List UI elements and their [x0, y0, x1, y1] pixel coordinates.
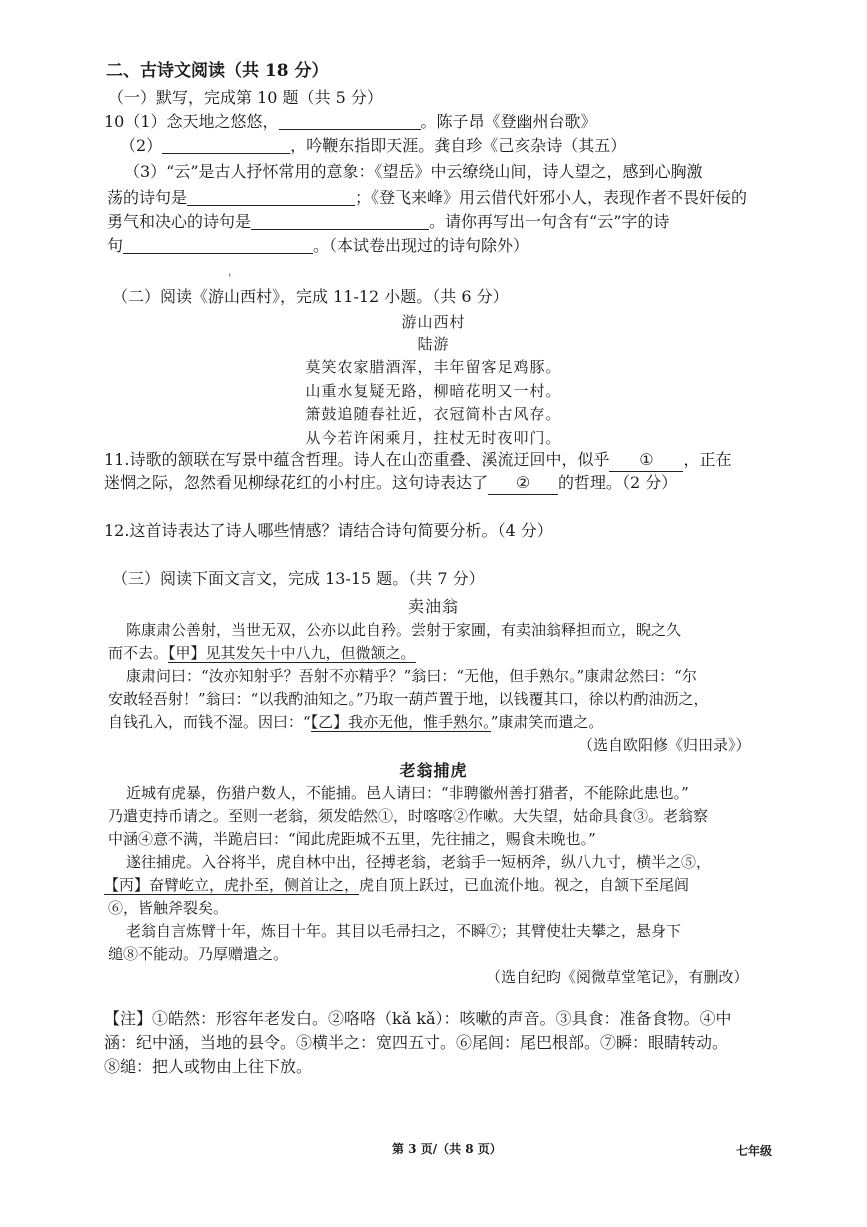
answer-blank[interactable] [123, 237, 313, 254]
q10-3-line3-b: 。请你再写出一句含有“云”字的诗 [429, 212, 670, 231]
grade-label: 七年级 [736, 1144, 773, 1158]
text1-source: （选自欧阳修《归田录》） [578, 736, 751, 754]
notes-line: ⑧缒：把人或物由上往下放。 [104, 1057, 313, 1076]
page-number: 第 3 页/（共 8 页） [392, 1142, 502, 1156]
poem-line: 从今若许闲乘月，拄杖无时夜叩门。 [305, 429, 562, 447]
poem-title: 游山西村 [401, 313, 466, 331]
text2-line [104, 874, 689, 896]
underlined-sentence-yi: 【乙】我亦无他，惟手熟尔。 [310, 713, 491, 731]
text2-line: 老翁自言炼臂十年，炼目十年。其目以毛帚扫之，不瞬⑦；其臂使壮夫攀之，悬身下 [126, 922, 682, 940]
text1-line [108, 642, 416, 664]
q10-3-line2-a: 荡的诗句是 [107, 188, 188, 207]
text2-line: 近城有虎暴，伤猎户数人，不能捕。邑人请曰：“非聘徽州善打猎者，不能除此患也。” [126, 784, 689, 802]
text1-line [108, 711, 603, 733]
text1-line: 安敢轻吾射！”翁曰：“以我酌油知之。”乃取一葫芦置于地，以钱覆其口，徐以杓酌油沥之， [108, 690, 709, 708]
q11-line1-a: 11.诗歌的颔联在写景中蕴含哲理。诗人在山峦重叠、溪流迂回中，似乎 [104, 450, 610, 469]
text1-title: 卖油翁 [407, 597, 459, 616]
notes-line: 涵：纪中涵，当地的县令。⑤横半之：宽四五寸。⑥尾闾：尾巴根部。⑦瞬：眼睛转动。 [104, 1033, 729, 1052]
q10-3-line1: （3）“云”是古人抒怀常用的意象：《望岳》中云缭绕山间，诗人望之，感到心胸激 [124, 162, 703, 181]
q11-line2-b: 的哲理。（2 分） [558, 473, 678, 492]
q10-3-line3 [107, 211, 669, 233]
text1-line: 陈康肃公善射，当世无双，公亦以此自矜。尝射于家圃，有卖油翁释担而立，睨之久 [126, 621, 682, 639]
q12: 12.这首诗表达了诗人哪些情感？请结合诗句简要分析。（4 分） [104, 521, 553, 540]
q10-3-line2 [107, 187, 747, 209]
text2-line: 缒⑧不能动。乃厚赠遣之。 [108, 945, 289, 963]
text2-line: ⑥，皆触斧裂矣。 [108, 899, 229, 917]
q10-3-line4 [107, 235, 529, 257]
q10-1-prefix: 10（1）念天地之悠悠， [104, 112, 279, 131]
q10-1 [104, 111, 597, 133]
text1-line-a: 而不去。 [108, 644, 169, 662]
text1-line-a: 自钱孔入，而钱不湿。因曰：“ [108, 713, 311, 731]
q11-line1-b: ，正在 [683, 450, 732, 469]
q10-3-line3-a: 勇气和决心的诗句是 [107, 212, 252, 231]
answer-blank[interactable] [251, 213, 429, 230]
q10-2-suffix: ，吟鞭东指即天涯。龚自珍《己亥杂诗（其五） [290, 136, 627, 155]
q10-3-line4-a: 句 [107, 236, 124, 255]
text2-title: 老翁捕虎 [399, 761, 468, 780]
q10-1-suffix: 。陈子昂《登幽州台歌》 [420, 112, 597, 131]
q10-2-prefix: （2） [120, 136, 163, 155]
poem-line: 山重水复疑无路，柳暗花明又一村。 [305, 382, 562, 400]
text2-line: 遂往捕虎。入谷将半，虎自林中出，径搏老翁，老翁手一短柄斧，纵八九寸，横半之⑤， [126, 853, 712, 871]
poem-line: 箫鼓追随春社近，衣冠简朴古风存。 [305, 405, 562, 423]
q10-3-line2-b: ；《登飞来峰》用云借代奸邪小人，表现作者不畏奸佞的 [355, 188, 748, 207]
text1-line: 康肃问曰：“汝亦知射乎？吾射不亦精乎？”翁曰：“无他，但手熟尔。”康肃忿然曰：“尔 [126, 667, 697, 685]
poem-author: 陆游 [417, 335, 450, 353]
part1-heading: （一）默写，完成第 10 题（共 5 分） [108, 88, 383, 107]
q11-line1 [104, 449, 731, 472]
answer-blank-1[interactable]: ① [609, 449, 683, 472]
q10-2 [120, 135, 626, 157]
section-title: 二、古诗文阅读（共 18 分） [106, 61, 329, 81]
q11-line2 [104, 472, 677, 495]
poem-line: 莫笑农家腊酒浑，丰年留客足鸡豚。 [305, 358, 562, 376]
answer-blank-2[interactable]: ② [488, 472, 558, 495]
text2-line: 乃遣吏持币请之。至则一老翁，须发皓然①，时喀喀②作嗽。大失望，姑命具食③。老翁察 [108, 807, 709, 825]
text2-line: 中涵④意不满，半跪启曰：“闻此虎距城不五里，先往捕之，赐食未晚也。” [108, 830, 596, 848]
answer-blank[interactable] [162, 137, 290, 154]
part2-heading: （二）阅读《游山西村》，完成 11-12 小题。（共 6 分） [112, 287, 509, 306]
q10-3-line4-b: 。（本试卷出现过的诗句除外） [313, 236, 530, 255]
answer-blank[interactable] [279, 113, 421, 130]
answer-blank[interactable] [187, 189, 355, 206]
notes-line: 【注】①皓然：形容年老发白。②咯咯（kǎ kǎ）：咳嗽的声音。③具食：准备食物。④中 [104, 1009, 732, 1028]
q11-line2-a: 迷惘之际，忽然看见柳绿花红的小村庄。这句诗表达了 [104, 473, 489, 492]
text2-line-b: 虎自顶上跃过，已血流仆地。视之，自颔下至尾闾 [359, 876, 690, 894]
underlined-sentence-bing: 【丙】奋臂屹立，虎扑至，侧首让之， [104, 876, 360, 894]
text1-line-c: ”康肃笑而遣之。 [490, 713, 604, 731]
part3-heading: （三）阅读下面文言文，完成 13-15 题。（共 7 分） [112, 569, 485, 588]
red-ink-mark: ˌ [228, 264, 232, 279]
underlined-sentence-jia: 【甲】见其发矢十中八九，但微颔之。 [168, 644, 416, 662]
text2-source: （选自纪昀《阅微草堂笔记》，有删改） [486, 968, 749, 986]
